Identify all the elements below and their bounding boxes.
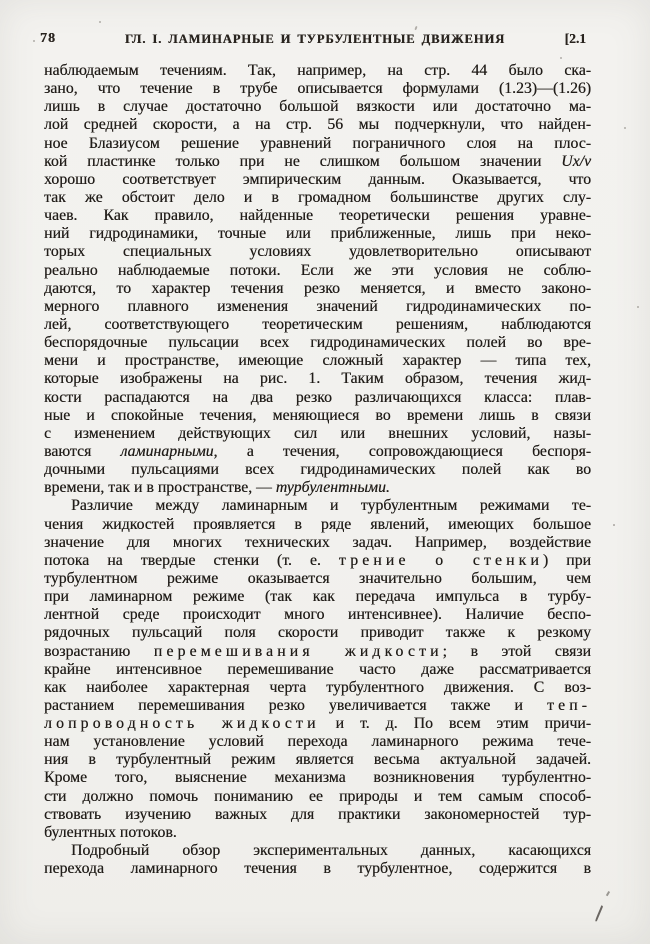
text-run: ) при	[542, 551, 591, 569]
text-line	[44, 316, 591, 334]
text-run: кой пластинке только при не слишком большом значении	[44, 152, 562, 170]
text-line	[44, 769, 591, 787]
text-line	[44, 189, 591, 207]
text-run: ний гидродинамики, точные или приближенные, лишь при неко-	[44, 225, 591, 243]
text-run: так же обстоит дело и в громадном большинстве других слу-	[44, 188, 591, 206]
text-line	[44, 262, 591, 280]
text-line	[44, 534, 591, 552]
italic-term: турбулентными.	[275, 479, 390, 497]
text-run: ные и спокойные течения, меняющиеся во времени лишь в связи	[44, 406, 591, 424]
text-run: ния в турбулентный режим является весьма актуальной задачей.	[44, 751, 591, 769]
text-line	[44, 679, 591, 697]
page-body	[44, 62, 591, 878]
text-line	[44, 62, 591, 80]
emphasized-term: перемешивания жидкости	[153, 642, 443, 660]
text-line	[44, 334, 591, 352]
text-line	[44, 443, 591, 461]
text-run: чаев. Как правило, найденные теоретически решения уравне-	[44, 207, 591, 225]
italic-term: ламинарными	[120, 442, 214, 460]
text-run: торых специальных условиях удовлетворительно описывают	[44, 243, 591, 261]
text-line	[44, 98, 591, 116]
text-line	[44, 461, 591, 479]
text-line	[44, 715, 591, 733]
text-run: зано, что течение в трубе описывается формулами (1.23)—(1.26)	[44, 80, 591, 98]
text-line	[44, 407, 591, 425]
text-run: лентной среде происходит много интенсивнее). Наличие беспо-	[44, 606, 591, 624]
text-run: беспорядочные пульсации всех гидродинамических полей во вре-	[44, 334, 591, 352]
scan-speck	[613, 524, 615, 526]
scan-speck	[637, 306, 639, 308]
text-line	[44, 425, 591, 443]
text-line	[44, 116, 591, 134]
scan-speck	[33, 40, 35, 42]
scan-speck	[414, 26, 417, 30]
text-run: хорошо соответствует эмпирическим данным. Оказывается, что	[44, 170, 591, 188]
text-line	[44, 788, 591, 806]
text-run: как наиболее характерная черта турбулентного движения. С воз-	[44, 678, 591, 696]
text-line	[44, 824, 591, 842]
text-line	[44, 225, 591, 243]
text-run: ствовать изучению важных для практики закономерностей тур-	[44, 805, 591, 823]
pen-mark	[595, 905, 603, 921]
scan-speck	[624, 127, 626, 129]
text-run: и т. д. По всем этим причи-	[319, 715, 592, 733]
text-line	[44, 588, 591, 606]
page-number: 78	[40, 31, 56, 46]
text-run: дочными пульсациями всех гидродинамических полей как во	[44, 461, 591, 479]
text-run: Кроме того, выяснение механизма возникновения турбулентно-	[44, 769, 591, 787]
text-run: нам установление условий перехода ламинарного режима тече-	[44, 733, 591, 751]
text-run: рядочных пульсаций поля скорости приводит также к резкому	[44, 624, 591, 642]
text-line	[44, 516, 591, 534]
text-run: чения жидкостей проявляется в ряде явлений, имеющих большое	[44, 515, 591, 533]
text-run: , а течения, сопровождающиеся беспоря-	[213, 442, 591, 460]
emphasized-term: теп-	[546, 696, 591, 714]
text-line	[44, 661, 591, 679]
text-run: ваются	[44, 442, 121, 460]
text-run: значение для многих технических задач. Например, воздействие	[44, 533, 591, 551]
scan-speck	[500, 869, 502, 871]
scan-speck	[64, 871, 66, 873]
text-run: Подробный обзор экспериментальных данных, касающихся	[71, 842, 591, 860]
text-line	[44, 624, 591, 642]
text-run: турбулентном режиме оказывается значительно большим, чем	[44, 569, 591, 587]
text-run: лей, соответствующего теоретическим решениям, наблюдаются	[44, 315, 591, 333]
running-title: ГЛ. I. ЛАМИНАРНЫЕ И ТУРБУЛЕНТНЫЕ ДВИЖЕНИЯ	[124, 32, 506, 46]
section-ref: [2.1	[564, 31, 586, 46]
text-line	[44, 842, 591, 860]
text-run: сти должно помочь пониманию ее природы и тем самым способ-	[44, 787, 591, 805]
text-line	[44, 552, 591, 570]
text-line	[44, 389, 591, 407]
text-run: ; в этой связи	[442, 642, 592, 660]
text-run: кости распадаются на два резко различающихся класса: плав-	[44, 388, 591, 406]
text-line	[44, 171, 591, 189]
text-line	[44, 733, 591, 751]
text-run: даются, то характер течения резко меняется, и вместо законо-	[44, 279, 591, 297]
text-run: булентных потоков.	[44, 823, 177, 841]
text-run: лой средней скорости, а на стр. 56 мы подчеркнули, что найден-	[44, 116, 591, 134]
text-run: которые изображены на рис. 1. Таким образом, течения жид-	[44, 370, 591, 388]
text-line	[44, 697, 591, 715]
text-run: с изменением действующих сил или внешних условий, назы-	[44, 424, 591, 442]
text-line	[44, 570, 591, 588]
text-line	[44, 298, 591, 316]
text-run: ное Блазиусом решение уравнений пограничного слоя на плос-	[44, 134, 591, 152]
scan-speck	[560, 57, 562, 59]
emphasized-term: лопроводность жидкости	[44, 715, 320, 733]
text-run: крайне интенсивное перемешивание часто даже рассматривается	[44, 660, 591, 678]
text-run: при ламинарном режиме (так как передача импульса в турбу-	[44, 588, 591, 606]
running-header	[0, 31, 650, 48]
text-line	[44, 479, 591, 497]
pen-tick-mark	[606, 891, 610, 896]
text-line	[44, 643, 591, 661]
italic-term: Ux/ν	[561, 152, 591, 170]
text-run: перехода ламинарного течения в турбулентное, содержится в	[44, 860, 591, 878]
text-run: Различие между ламинарным и турбулентным режимами те-	[71, 497, 591, 515]
text-run: наблюдаемым течениям. Так, например, на стр. 44 было ска-	[44, 62, 591, 79]
text-line	[44, 135, 591, 153]
text-run: растанием перемешивания резко увеличивается также и	[44, 696, 547, 714]
text-run: мерного плавного изменения значений гидродинамических по-	[44, 297, 591, 315]
text-line	[44, 806, 591, 824]
text-run: времени, так и в пространстве, —	[44, 479, 276, 497]
text-run: реально наблюдаемые потоки. Если же эти условия не соблю-	[44, 261, 591, 279]
text-line	[44, 370, 591, 388]
text-line	[44, 497, 591, 515]
text-run: потока на твердые стенки (т. е.	[44, 551, 339, 569]
text-run: возрастанию	[44, 642, 154, 660]
text-run: мени и пространстве, имеющие сложный характер — типа тех,	[44, 352, 591, 370]
text-line	[44, 153, 591, 171]
text-line	[44, 352, 591, 370]
text-line	[44, 751, 591, 769]
scan-speck	[99, 21, 101, 23]
text-line	[44, 606, 591, 624]
emphasized-term: трение о стенки	[338, 551, 543, 569]
text-line	[44, 80, 591, 98]
text-line	[44, 207, 591, 225]
text-line	[44, 243, 591, 261]
text-line	[44, 860, 591, 878]
text-line	[44, 280, 591, 298]
text-run: лишь в случае достаточно большой вязкости или достаточно ма-	[44, 98, 591, 116]
